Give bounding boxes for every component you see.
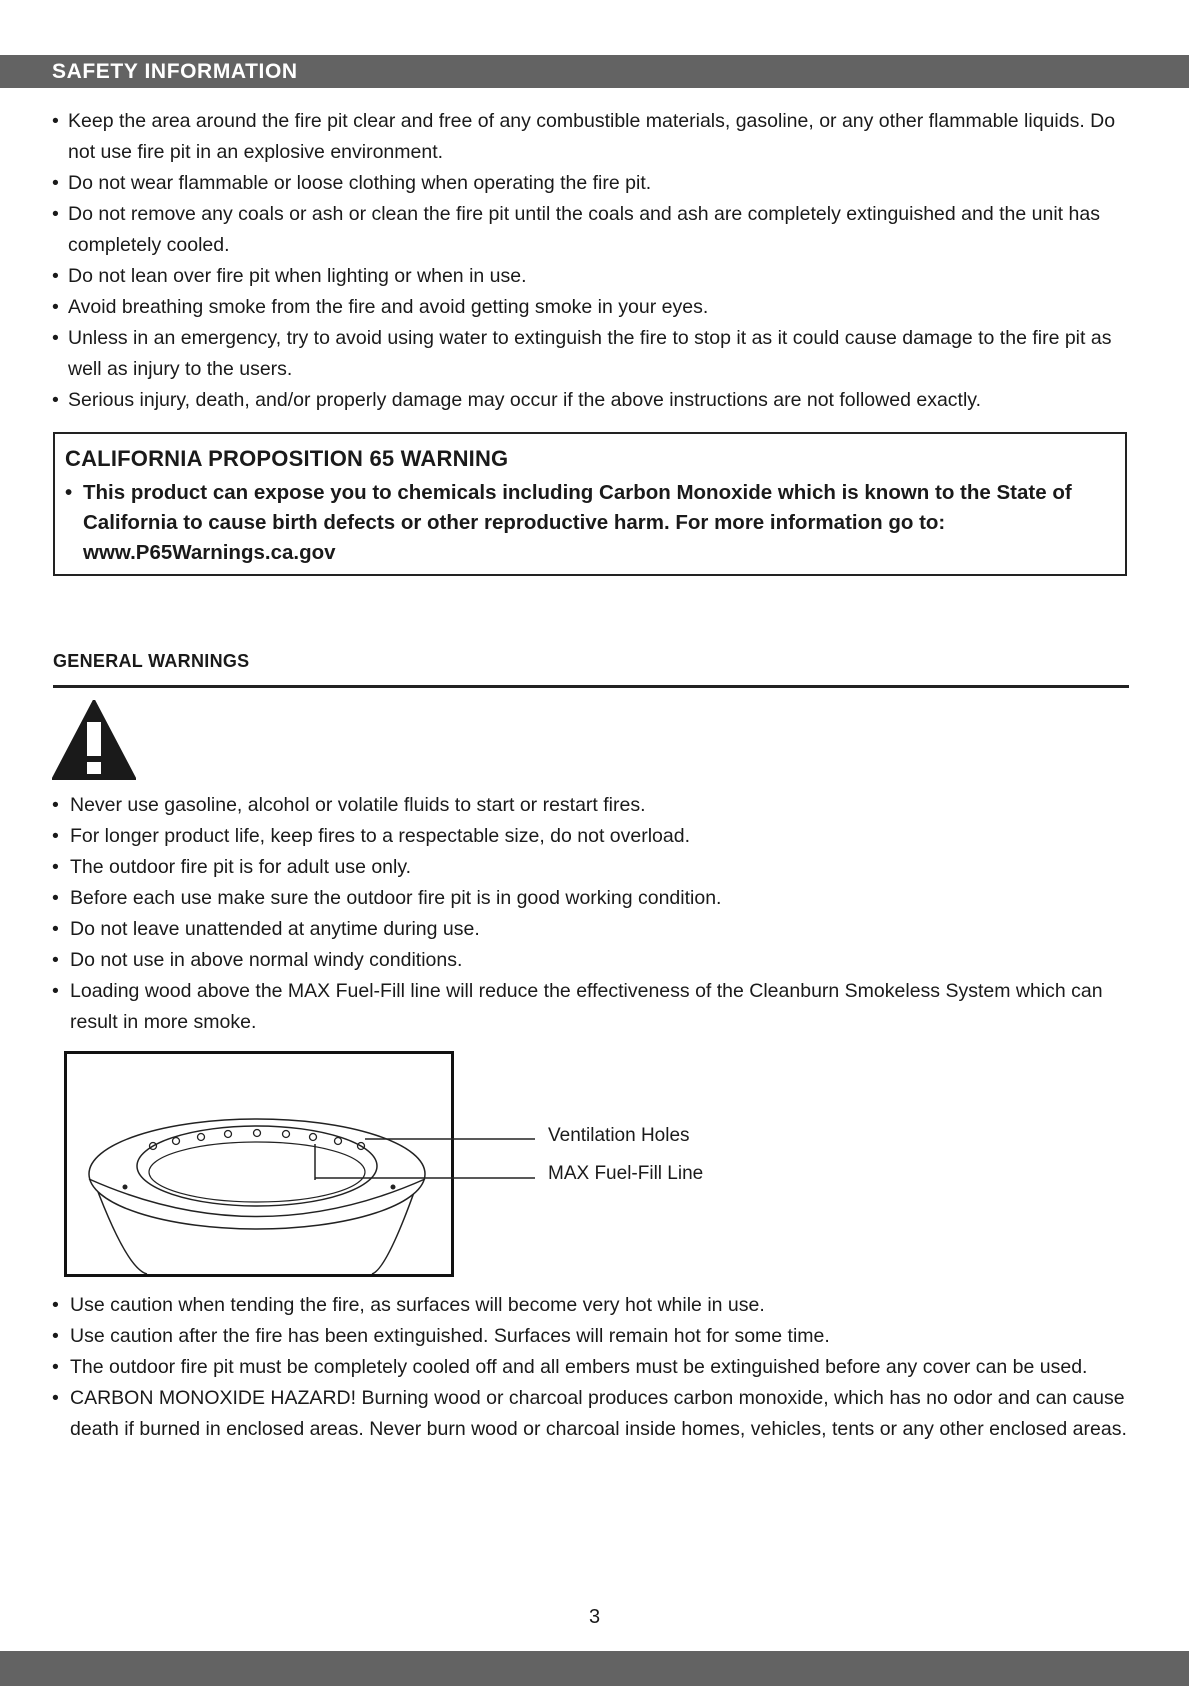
max-fuel-fill-label: MAX Fuel-Fill Line [548,1163,704,1184]
list-item: • Avoid breathing smoke from the fire and avoid getting smoke in your eyes. [52,292,1132,323]
general-warnings-title: GENERAL WARNINGS [53,651,250,671]
list-item: • Unless in an emergency, try to avoid using water to extinguish the fire to stop it as it could cause damage to the fire pit as well as injury to the users. [52,323,1132,385]
list-item: • For longer product life, keep fires to a respectable size, do not overload. [52,821,1132,852]
list-item: • Keep the area around the fire pit clear and free of any combustible materials, gasoline, or any other flammable liquids. Do not use fire pit in an explosive environment. [52,106,1132,168]
list-item: • The outdoor fire pit must be completely cooled off and all embers must be extinguished before any cover can be used. [52,1352,1134,1383]
list-item: • CARBON MONOXIDE HAZARD! Burning wood or charcoal produces carbon monoxide, which has no odor and can cause death if burned in enclosed areas. Never burn wood or charcoal inside homes, vehicles, tents or any other enclosed areas. [52,1383,1134,1445]
safety-list [52,106,1132,416]
prop65-warning-box [53,432,1127,576]
warning-triangle-icon [52,700,136,780]
list-item: • Do not use in above normal windy conditions. [52,945,1132,976]
prop65-text-item [65,478,1105,568]
general-warnings-list-continued [52,1290,1134,1445]
section-title: SAFETY INFORMATION [52,60,298,83]
prop65-text: This product can expose you to chemicals including Carbon Monoxide which is known to the State of California to cause birth defects or other reproductive harm. For more information go to: www.P65Warnings.ca.gov [83,481,1072,564]
list-item: • Never use gasoline, alcohol or volatile fluids to start or restart fires. [52,790,1132,821]
list-item: • Do not remove any coals or ash or clean the fire pit until the coals and ash are completely extinguished and the unit has completely cooled. [52,199,1132,261]
page-number: 3 [588,1606,601,1628]
list-item: • Before each use make sure the outdoor fire pit is in good working condition. [52,883,1132,914]
general-warnings-list [52,790,1132,1038]
header-bar [0,55,1189,88]
list-item: • Use caution when tending the fire, as surfaces will become very hot while in use. [52,1290,1134,1321]
list-item: • Loading wood above the MAX Fuel-Fill line will reduce the effectiveness of the Cleanburn Smokeless System which can result in more smoke. [52,976,1132,1038]
prop65-title: CALIFORNIA PROPOSITION 65 WARNING [65,446,509,471]
ventilation-holes-label: Ventilation Holes [548,1125,690,1146]
list-item: • Do not wear flammable or loose clothing when operating the fire pit. [52,168,1132,199]
list-item: • Use caution after the fire has been extinguished. Surfaces will remain hot for some time. [52,1321,1134,1352]
list-item: • The outdoor fire pit is for adult use only. [52,852,1132,883]
callout-lines [300,1120,540,1180]
bullet-icon: • [65,481,73,504]
list-item: • Do not lean over fire pit when lighting or when in use. [52,261,1132,292]
list-item: • Serious injury, death, and/or properly damage may occur if the above instructions are not followed exactly. [52,385,1132,416]
list-item: • Do not leave unattended at anytime during use. [52,914,1132,945]
divider [53,685,1129,688]
footer-bar [0,1651,1189,1686]
